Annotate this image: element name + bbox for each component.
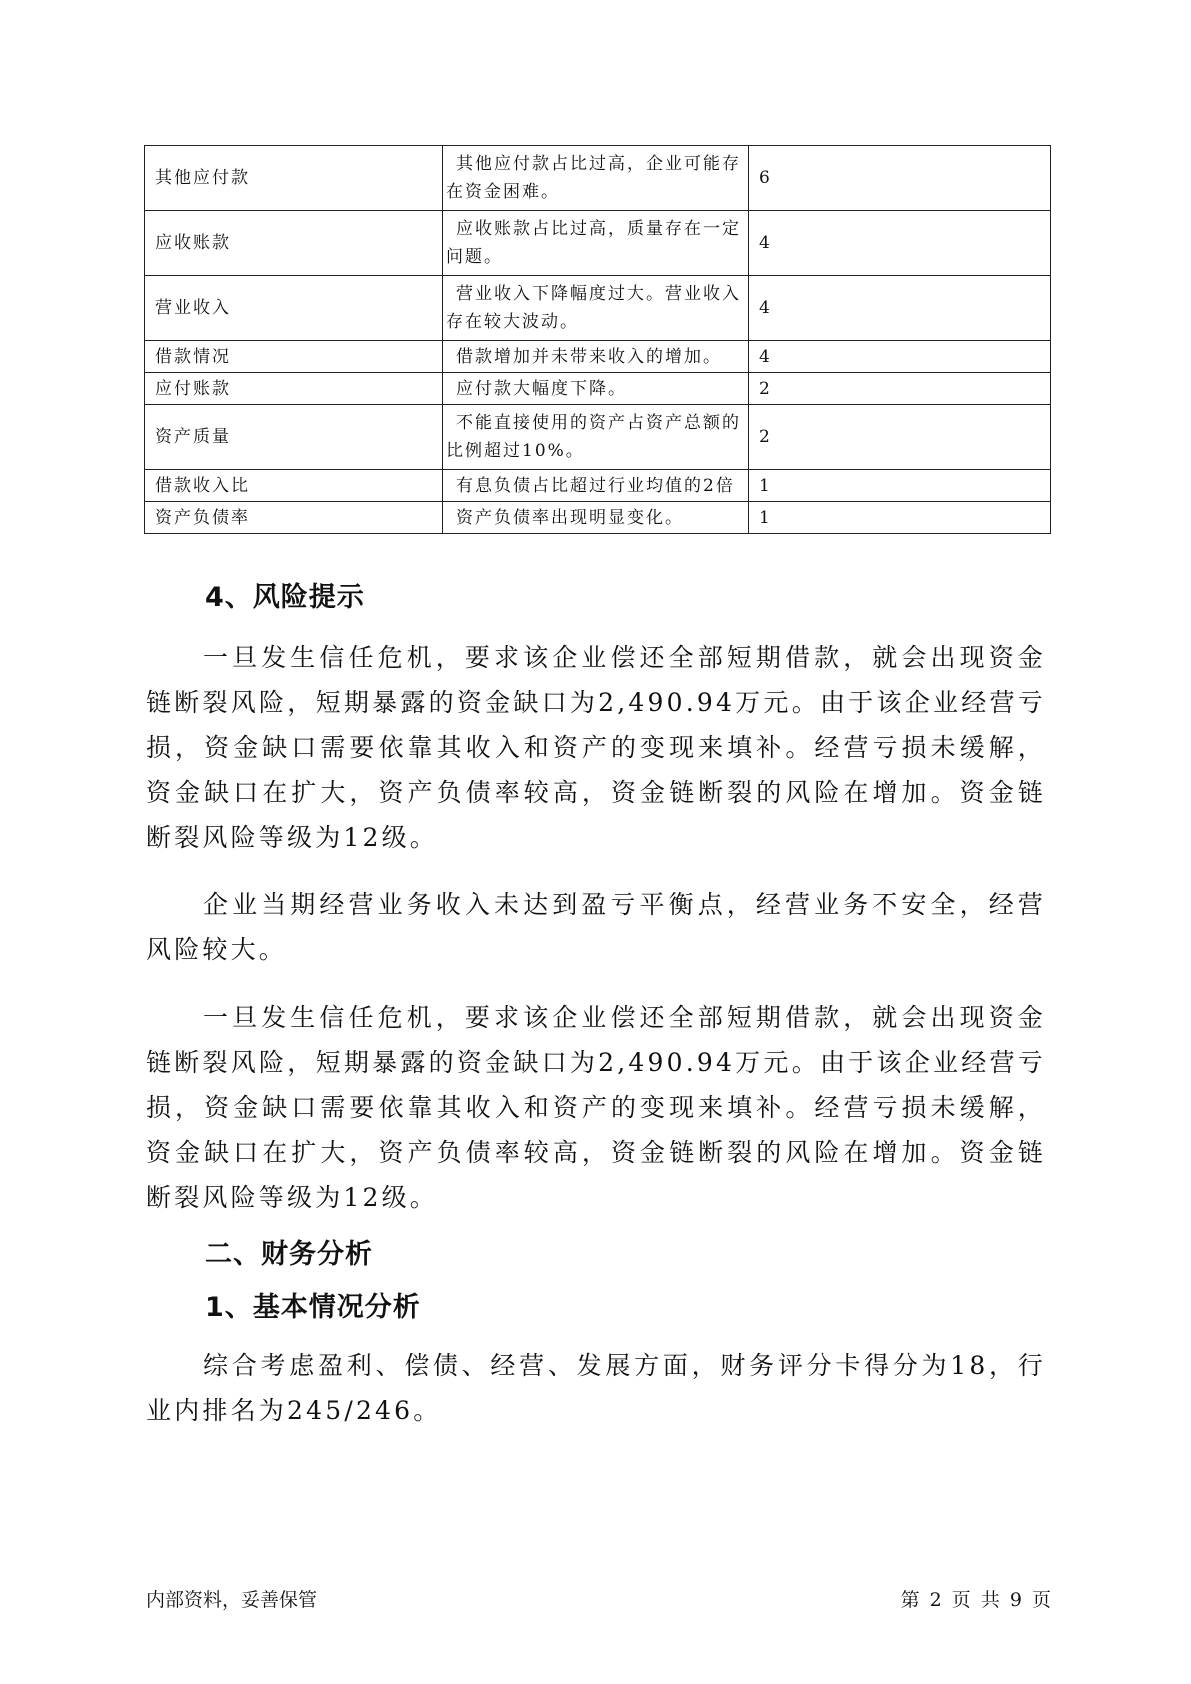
footer-page-number: 第 2 页 共 9 页 <box>900 1589 1051 1611</box>
table-cell-score: 2 <box>749 373 1051 405</box>
table-cell-desc: 资产负债率出现明显变化。 <box>443 502 749 534</box>
section-heading-finance: 二、财务分析 <box>205 1239 373 1270</box>
table-row <box>145 373 1051 405</box>
table-cell-score: 6 <box>749 146 1051 211</box>
table-cell-score: 1 <box>749 502 1051 534</box>
risk-paragraph-2: 企业当期经营业务收入未达到盈亏平衡点，经营业务不安全，经营风险较大。 <box>146 890 1046 964</box>
table-row <box>145 502 1051 534</box>
table-cell-score: 1 <box>749 470 1051 502</box>
table-cell-desc: 借款增加并未带来收入的增加。 <box>443 341 749 373</box>
table-cell-desc: 不能直接使用的资产占资产总额的比例超过10%。 <box>443 405 749 470</box>
table-cell-item: 应收账款 <box>145 211 443 276</box>
table-row <box>145 211 1051 276</box>
table-cell-item: 借款情况 <box>145 341 443 373</box>
table-cell-item: 资产质量 <box>145 405 443 470</box>
section-heading-risk: 4、风险提示 <box>205 582 365 613</box>
finance-paragraph-1: 综合考虑盈利、偿债、经营、发展方面，财务评分卡得分为18，行业内排名为245/246。 <box>146 1351 1046 1425</box>
table-row <box>145 146 1051 211</box>
table-cell-score: 4 <box>749 211 1051 276</box>
footer-confidential-note: 内部资料，妥善保管 <box>146 1589 318 1611</box>
risk-paragraph-1: 一旦发生信任危机，要求该企业偿还全部短期借款，就会出现资金链断裂风险，短期暴露的资金缺口为2,490.94万元。由于该企业经营亏损，资金缺口需要依靠其收入和资产的变现来填补。经营亏损未缓解，资金缺口在扩大，资产负债率较高，资金链断裂的风险在增加。资金链断裂风险等级为12级。 <box>146 643 1046 852</box>
table-row <box>145 276 1051 341</box>
table-cell-score: 2 <box>749 405 1051 470</box>
table-cell-desc: 营业收入下降幅度过大。营业收入存在较大波动。 <box>443 276 749 341</box>
table-cell-score: 4 <box>749 341 1051 373</box>
table-cell-desc: 其他应付款占比过高，企业可能存在资金困难。 <box>443 146 749 211</box>
table-cell-desc: 应付款大幅度下降。 <box>443 373 749 405</box>
table-row <box>145 470 1051 502</box>
table-cell-desc: 应收账款占比过高，质量存在一定问题。 <box>443 211 749 276</box>
table-cell-desc: 有息负债占比超过行业均值的2倍 <box>443 470 749 502</box>
table-cell-item: 借款收入比 <box>145 470 443 502</box>
table-cell-item: 应付账款 <box>145 373 443 405</box>
table-row <box>145 341 1051 373</box>
risk-indicator-table <box>144 145 1051 534</box>
sub-heading-basic-analysis: 1、基本情况分析 <box>205 1292 421 1323</box>
table-row <box>145 405 1051 470</box>
table-cell-item: 其他应付款 <box>145 146 443 211</box>
table-cell-score: 4 <box>749 276 1051 341</box>
table-cell-item: 资产负债率 <box>145 502 443 534</box>
risk-paragraph-3: 一旦发生信任危机，要求该企业偿还全部短期借款，就会出现资金链断裂风险，短期暴露的资金缺口为2,490.94万元。由于该企业经营亏损，资金缺口需要依靠其收入和资产的变现来填补。经营亏损未缓解，资金缺口在扩大，资产负债率较高，资金链断裂的风险在增加。资金链断裂风险等级为12级。 <box>146 1003 1046 1212</box>
table-cell-item: 营业收入 <box>145 276 443 341</box>
